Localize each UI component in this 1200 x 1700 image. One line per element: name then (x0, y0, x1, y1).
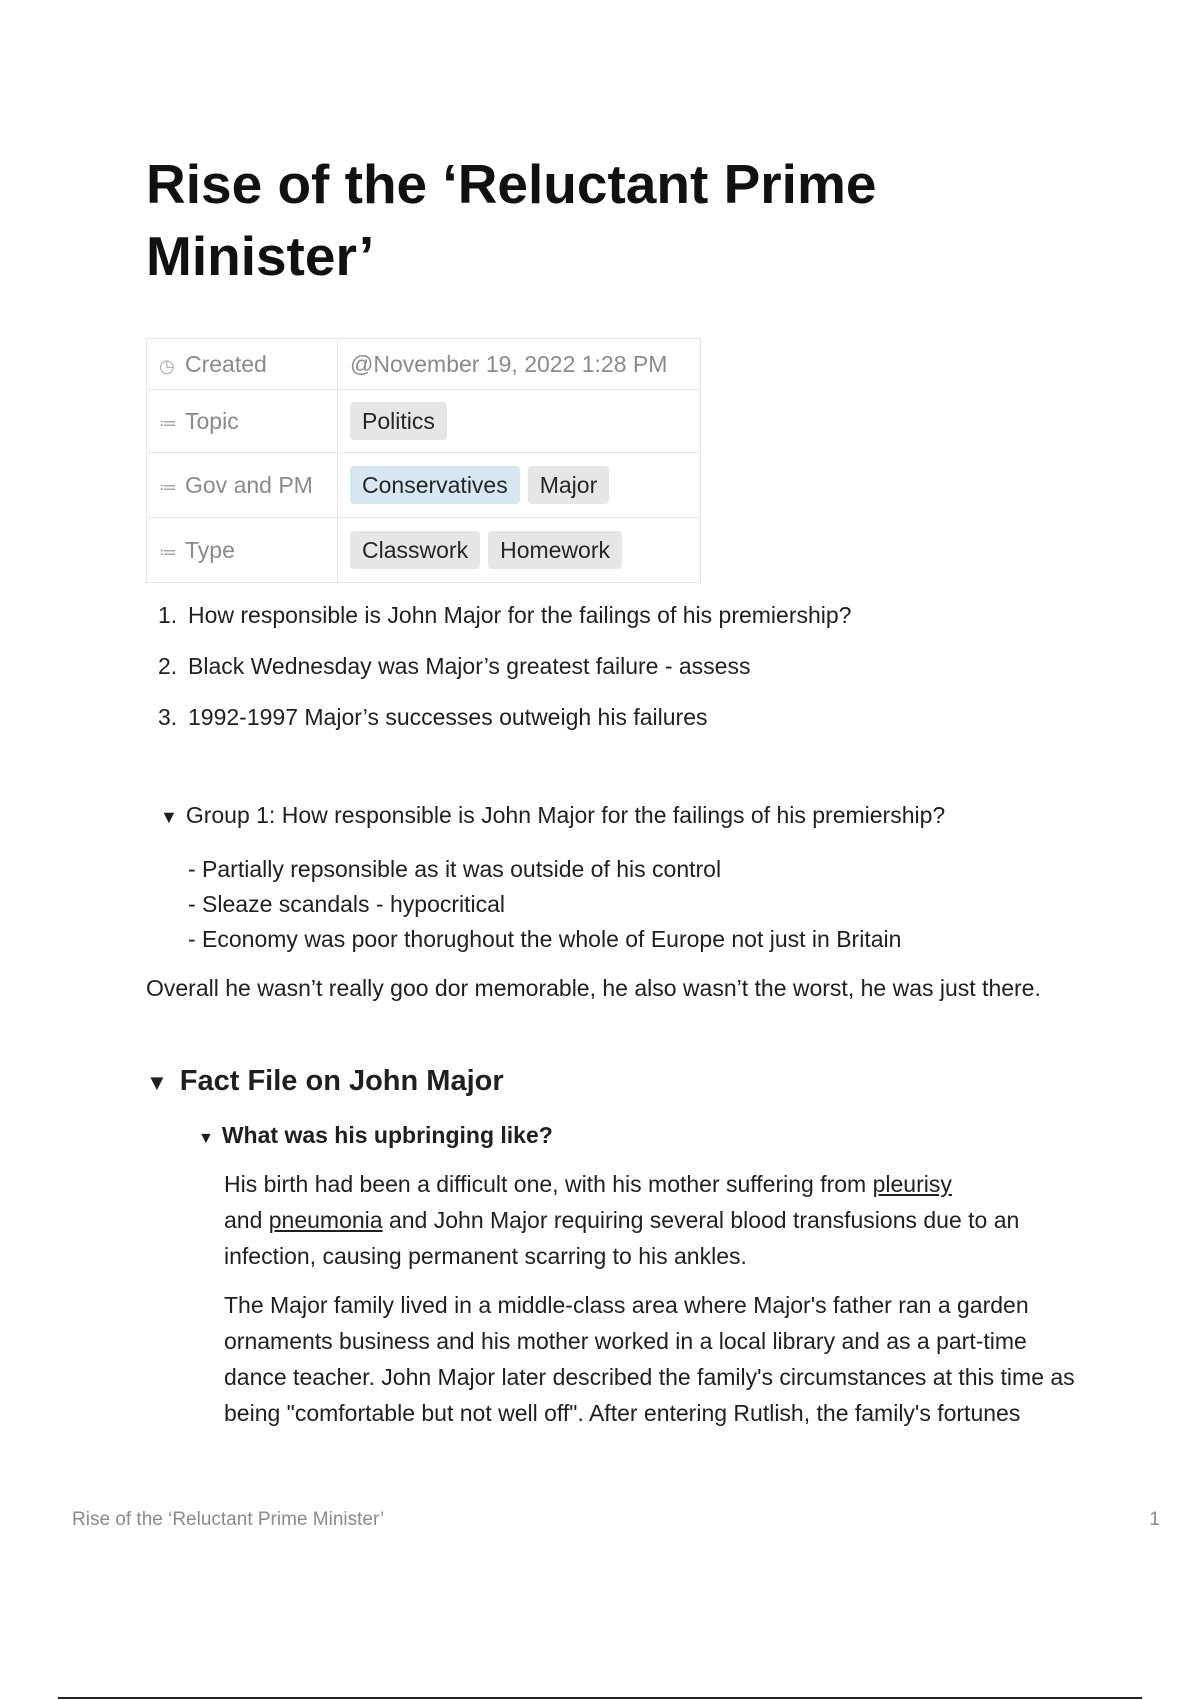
list-item: 3. 1992-1997 Major’s successes outweigh his failures (158, 704, 708, 730)
tag-conservatives[interactable]: Conservatives (350, 466, 520, 504)
page-number: 1 (1149, 1509, 1160, 1530)
property-key: Created (185, 350, 267, 377)
tag-major[interactable]: Major (528, 466, 610, 504)
list-item: - Economy was poor thorughout the whole of Europe not just in Britain (188, 926, 902, 952)
overall-summary: Overall he wasn’t really goo dor memorable, he also wasn’t the worst, he was just there. (146, 975, 1041, 1001)
triangle-down-icon[interactable]: ▼ (146, 1070, 168, 1095)
group1-points (188, 852, 901, 957)
triangle-down-icon[interactable]: ▼ (198, 1130, 214, 1147)
list-icon: ≔ (159, 412, 177, 433)
list-item: 2. Black Wednesday was Major’s greatest failure - assess (158, 653, 751, 679)
properties-table (146, 338, 701, 583)
upbringing-paragraph-2: The Major family lived in a middle-class area where Major's father ran a garden ornaments business and his mother worked in a local library and as a part-time dance teacher. John Major later described the family's circumstances at this time as being "comfortable but not well off". After entering Rutlish, the family's fortunes (224, 1292, 1075, 1426)
group1-toggle[interactable] (160, 802, 945, 829)
tag-classwork[interactable]: Classwork (350, 531, 480, 569)
tag-politics[interactable]: Politics (350, 402, 447, 440)
questions-list (158, 600, 851, 753)
fact-file-heading: Fact File on John Major (179, 1065, 504, 1097)
page-divider (58, 1697, 1142, 1699)
upbringing-heading: What was his upbringing like? (221, 1122, 553, 1148)
created-date[interactable]: @November 19, 2022 1:28 PM (350, 350, 668, 377)
property-row-topic (147, 390, 701, 453)
link-pneumonia[interactable]: pneumonia (268, 1207, 383, 1233)
page-title: Rise of the ‘Reluctant Prime Minister’ (146, 153, 877, 287)
tag-homework[interactable]: Homework (488, 531, 622, 569)
property-row-gov-and-pm (147, 453, 701, 518)
list-item: - Partially repsonsible as it was outside of his control (188, 856, 722, 882)
property-row-type (147, 518, 701, 583)
list-item: 1. How responsible is John Major for the failings of his premiership? (158, 602, 852, 628)
group1-heading: Group 1: How responsible is John Major for the failings of his premiership? (185, 802, 946, 828)
triangle-down-icon[interactable]: ▼ (160, 807, 178, 827)
list-item: - Sleaze scandals - hypocritical (188, 891, 506, 917)
list-icon: ≔ (159, 541, 177, 562)
property-key: Type (185, 536, 235, 563)
footer-title: Rise of the ‘Reluctant Prime Minister’ (72, 1509, 385, 1530)
list-icon: ≔ (159, 476, 177, 497)
property-key: Topic (185, 407, 239, 434)
upbringing-paragraph-1: His birth had been a difficult one, with his mother suffering from pleurisy and pneumonia and John Major requiring several blood transfusions due to an infection, causing permanent scarring to his ankles. (224, 1171, 1020, 1269)
link-pleurisy[interactable]: pleurisy (872, 1171, 952, 1197)
property-key: Gov and PM (185, 471, 313, 498)
property-row-created (147, 339, 701, 390)
clock-icon: ◷ (159, 355, 175, 376)
fact-file-toggle[interactable] (146, 1065, 504, 1098)
upbringing-toggle[interactable] (198, 1122, 553, 1149)
